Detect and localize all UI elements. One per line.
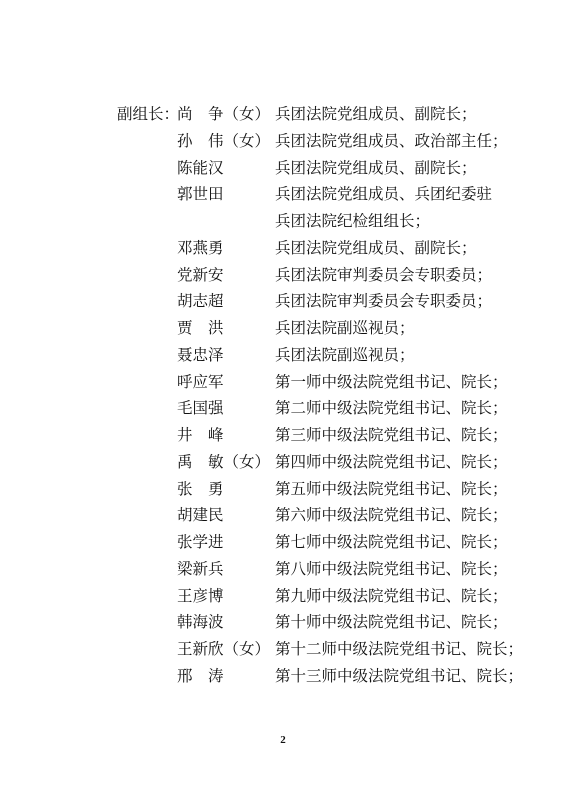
member-position: 第八师中级法院党组书记、院长；	[275, 559, 508, 578]
member-name: 陈能汉	[177, 158, 224, 177]
member-position: 兵团法院纪检组组长；	[275, 212, 431, 230]
member-name: 王彦博	[177, 586, 224, 605]
member-position: 第一师中级法院党组书记、院长；	[275, 372, 508, 391]
member-position: 第十二师中级法院党组书记、院长；	[275, 640, 524, 658]
member-position: 兵团法院审判委员会专职委员；	[275, 265, 493, 284]
member-name: 邓燕勇	[177, 238, 224, 257]
member-name: 郭世田	[177, 185, 224, 204]
member-position: 第六师中级法院党组书记、院长；	[275, 506, 508, 525]
member-name: 王新欣（女）	[177, 640, 271, 658]
member-name: 胡建民	[177, 506, 224, 525]
member-name: 聂忠泽	[177, 345, 224, 364]
member-name: 邢 涛	[177, 666, 224, 685]
member-name: 梁新兵	[177, 559, 224, 578]
member-name: 张 勇	[177, 479, 224, 498]
member-name: 禹 敏（女）	[177, 452, 271, 471]
member-position: 第七师中级法院党组书记、院长；	[275, 533, 508, 551]
member-name: 贾 洪	[177, 319, 224, 337]
member-position: 兵团法院党组成员、副院长；	[275, 238, 477, 257]
member-position: 第十三师中级法院党组书记、院长；	[275, 666, 524, 685]
member-position: 第十师中级法院党组书记、院长；	[275, 613, 508, 632]
member-position: 兵团法院党组成员、副院长；	[275, 158, 477, 177]
member-position: 第三师中级法院党组书记、院长；	[275, 426, 508, 444]
role-label: 副组长：	[117, 105, 180, 123]
member-position: 第五师中级法院党组书记、院长；	[275, 479, 508, 498]
member-name: 尚 争（女）	[177, 105, 271, 123]
member-name: 井 峰	[177, 426, 224, 444]
member-name: 胡志超	[177, 292, 224, 311]
member-name: 毛国强	[177, 399, 224, 418]
member-position: 第二师中级法院党组书记、院长；	[275, 399, 508, 418]
member-position: 兵团法院党组成员、副院长；	[275, 105, 477, 123]
member-position: 兵团法院党组成员、政治部主任；	[275, 131, 508, 150]
member-name: 张学进	[177, 533, 224, 551]
member-position: 兵团法院党组成员、兵团纪委驻	[275, 185, 493, 204]
member-position: 第九师中级法院党组书记、院长；	[275, 586, 508, 605]
member-position: 第四师中级法院党组书记、院长；	[275, 452, 508, 471]
member-name: 韩海波	[177, 613, 224, 632]
member-name: 孙 伟（女）	[177, 131, 271, 150]
member-name: 党新安	[177, 265, 224, 284]
member-name: 呼应军	[177, 372, 224, 391]
member-position: 兵团法院审判委员会专职委员；	[275, 292, 493, 311]
member-position: 兵团法院副巡视员；	[275, 319, 415, 337]
member-position: 兵团法院副巡视员；	[275, 345, 415, 364]
page-number: 2	[280, 734, 286, 746]
